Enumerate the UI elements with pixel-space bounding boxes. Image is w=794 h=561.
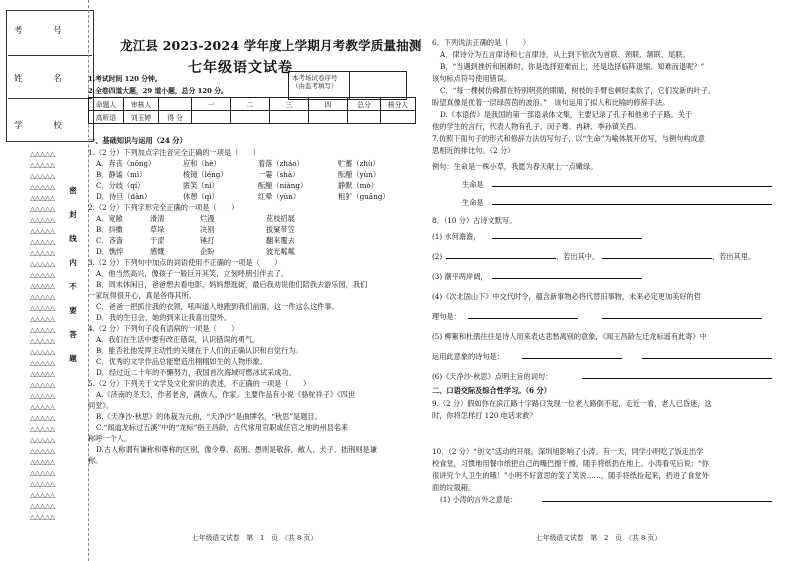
triangle-row: △△△△△ [30,216,55,224]
score-cell: 总分 [348,98,381,111]
score-cell: 刘玉婷 [124,111,159,124]
question-10: 10．（2 分）“创文”活动的开展，深圳旭影响了小涛。有一天，同学小明吃了饭走出学 [432,447,704,456]
q1-option: 贮蓄（zhù） [338,159,380,168]
q2-option: 拔窠带笠 [266,225,295,234]
question-9-cont: 时，你将怎样打 120 电话求救？ [432,411,537,420]
q5-option: 称呼一个人。 [88,434,132,443]
q1-option: 酝酿（niàng） [258,181,308,190]
q5-option: D.古人称谓有谦称和尊称的区别，像令尊、高朋、愚则是敬辞，敝人、犬子、拙荆则是谦 [96,445,377,454]
q8-item-2c: ，若出其里。 [712,252,756,261]
question-9: 9.（2 分）假如你在滨江路十字路口发现一位老人路倒不起，走近一看，老人已昏迷，这 [432,399,712,408]
score-table-header-row [89,98,416,111]
q1-option: A．奔丧（nōng） [96,159,156,168]
triangle-row: △△△△△ [30,326,55,334]
score-cell[interactable] [270,111,309,124]
triangle-row: △△△△△ [30,161,55,169]
triangle-row: △△△△△ [30,392,55,400]
triangle-row: △△△△△ [30,480,55,488]
score-cell[interactable] [348,111,381,124]
section-1-heading: 一、基础知识与运用（24 分） [88,136,187,145]
triangle-row: △△△△△ [30,436,55,444]
q4-option: D．经过近二十年的不懈努力，我国首次海域可燃冰试采成功。 [96,368,296,377]
q5-option: C.“闻道龙标过五溪”中的“龙标”指王昌龄，古代常用官职或任官之地的州县名来 [96,423,349,432]
binding-field-name-line[interactable] [8,98,92,99]
score-cell[interactable] [309,111,348,124]
q2-option: A．宽敞 [96,214,123,223]
q1-option: 酝酿（yùn） [338,170,381,179]
seal-char: 不 [69,282,77,291]
score-table [88,97,416,124]
binding-field-school: 学 校 [14,121,76,131]
q8-item-6: (6)《天净沙·秋思》点明主旨的词句： [432,372,553,381]
triangle-row: △△△△△ [30,491,55,499]
seal-char: 题 [69,354,77,363]
q6-option: 盼望真像是优着一层绿茵茵的波浪。” 该句运用了拟人和比喻的修辞手法。 [432,98,670,107]
seal-char: 密 [69,186,77,195]
q7-blank-label: 生命是 [462,198,484,207]
triangle-row: △△△△△ [30,282,55,290]
score-cell: 高昕语 [89,111,124,124]
seat-label-2: （由监考填写） [292,82,338,90]
q1-option: 休憩（qì） [183,192,219,201]
question-7: 7.仿照下面句子的形式和修辞方法仿写句子，以“生命”为喻体展开仿写，与例句构成意 [432,134,705,143]
triangle-row: △△△△△ [30,271,55,279]
q2-option: 干涩 [150,236,165,245]
seat-label-1: 本考场试卷序号 [292,74,338,82]
triangle-row: △△△△△ [30,469,55,477]
q2-option: C．吝啬 [96,236,124,245]
q6-option: A．律诗分为五言律诗和七言律诗，从上到下依次为首联、颈联、颔联、尾联。 [440,50,690,59]
seal-char: 要 [69,306,77,315]
q8-item-2: (2) [432,252,443,261]
triangle-row: △△△△△ [30,260,55,268]
q3-option: D．我的生日会，她的到来让我喜出望外。 [96,313,232,322]
q3-option: 一家玩得很开心，真是各得其所。 [88,291,196,300]
triangle-row: △△△△△ [30,304,55,312]
note-time: 1.考试时间 120 分钟。 [88,75,162,83]
q8-item-4: (4)《次北固山下》中交代时令，蕴含新事物必将代替旧事物，未来必定更加美好的哲 [432,292,701,301]
triangle-row: △△△△△ [30,403,55,411]
q8-blank[interactable] [642,352,772,359]
binding-strip [0,0,98,561]
seal-char: 内 [69,258,77,267]
q8-item-5: (5) 柳絮和杜鹃往往是诗人用来表达悲愁离别的意象，《闻王昌龄左迁龙标遥有此寄》中 [432,332,707,341]
score-cell: 命题人 [89,98,124,111]
q6-option: 该句标点符号使用错误。 [432,74,512,83]
q10-sub-1: (1) 小涛的言外之意是： [440,495,518,504]
q3-option: C．爸爸一把抓住我的衣领，吼叫道人地跑到我们前面，这一件这么这件事。 [96,302,339,311]
q5-option: B.《天净沙·秋思》的体裁为元曲，“天净沙”是曲牌名，“秋思”是题目。 [96,412,322,421]
triangle-row: △△△△△ [30,293,55,301]
q2-option: 烂漫 [200,214,215,223]
q6-option: D.《本语传》是我国的第一部语录体文集，主要记录了孔子和他弟子子路。关于 [440,110,693,119]
q3-option: B．周末休闲日，爸爸想去看电影，妈妈想逛街，最后我劝说他们陪我去游乐园，我们 [96,280,368,289]
seat-number-box [288,71,407,100]
seal-char: 答 [69,330,77,339]
question-7-cont: 思相近的排比句。（2 分） [432,146,515,155]
score-cell: 得 分 [159,111,192,124]
q4-option: A．我们在生活中要有改正错误，认识错误的勇气。 [96,335,260,344]
triangle-row: △△△△△ [30,194,55,202]
q1-option: 一霎（shà） [258,170,300,179]
q8-blank[interactable] [492,272,642,279]
section-2-heading: 二、口语交际及综合性学习。（6 分） [432,386,551,395]
q5-option: 同堂》。 [88,401,114,410]
score-table-value-row [89,111,416,124]
q2-option: B．抖擞 [96,225,123,234]
q2-option: 决别 [200,225,215,234]
triangle-row: △△△△△ [30,183,55,191]
score-cell[interactable] [381,111,416,124]
q1-option: B．静谧（mì） [96,170,147,179]
triangle-row: △△△△△ [30,249,55,257]
score-cell: 三 [270,98,309,111]
q2-option: 滑清 [150,214,165,223]
q1-option: D．待旦（dàn） [96,192,152,201]
seal-char: 封 [69,210,77,219]
q1-option: 着落（zháo） [258,159,304,168]
q4-option: C．优秀的文学作品总能塑造出栩栩如生的人物形象。 [96,357,267,366]
binding-field-exam-number-line[interactable] [8,55,92,56]
triangle-row: △△△△△ [30,414,55,422]
q6-option: 他的学生的言行，代表人物有孔子、闵子骞、冉耕、季孙镇关西。 [432,122,641,131]
q6-option: C．“每一棵树仿佛都在特别明亮的眼睛，树枝的手臂也顿时柔软了，它们发新的叶子， [440,86,716,95]
q1-option: 静默（mò） [338,181,378,190]
triangle-row: △△△△△ [30,172,55,180]
q8-blank[interactable] [602,312,762,319]
q8-blank[interactable] [468,312,578,319]
score-cell: 四 [309,98,348,111]
q1-option: 棱镜（léng） [183,170,228,179]
q2-option: 波光粼粼 [266,247,295,256]
triangle-row: △△△△△ [30,458,55,466]
score-cell: 二 [231,98,270,111]
q2-option: D．憔悴 [96,247,124,256]
exam-title: 龙江县 2023-2024 学年度上学期月考教学质量抽测 [120,38,422,53]
triangle-row: △△△△△ [30,315,55,323]
q7-blank-label: 生命是 [462,180,484,189]
triangle-row: △△△△△ [30,227,55,235]
exam-subtitle: 七年级语文试卷 [188,60,293,76]
question-5: 5.（2 分）下列关于文学及文化常识的表述，不正确的一项是（ ） [88,379,311,388]
score-cell: 审核人 [124,98,159,111]
score-cell: 一 [192,98,231,111]
q1-option: C．分歧（qí） [96,181,145,190]
q2-option: 花枝招展 [266,214,295,223]
score-cell [159,98,192,111]
triangle-row: △△△△△ [30,447,55,455]
q8-blank[interactable] [446,252,556,259]
q6-option: B．“当遇到挫折和困难时，你是选择迎难而上，还是选择临阵退缩、知难而退呢？” [440,62,705,71]
question-1: 1.（2 分）下列加点字注音完全正确的一项是（ ） [88,148,260,157]
q8-item-4b: 理句是： [432,312,461,321]
triangle-row: △△△△△ [30,348,55,356]
q5-option: A.《济南的冬天》，作者老舍，满族人，作家。主要作品有小说《骆驼祥子》《四世 [96,390,356,399]
question-10-cont2: 很讲究个人卫生的哦！”小明不好意思的笑了笑说……，随手将纸捡起来，扔进了食堂外 [432,471,709,480]
q2-option: 锤打 [200,236,215,245]
q2-option: 草垛 [150,225,165,234]
binding-field-exam-number: 考 号 [14,26,76,36]
q8-item-1: (1) 水何澹澹， [432,232,481,241]
triangle-row: △△△△△ [30,359,55,367]
q8-item-5b: 运用此意象的诗句是： [432,352,504,361]
triangle-row: △△△△△ [30,238,55,246]
q7-answer-blank[interactable] [492,198,772,205]
q7-example: 例句：生命是一株小草，我愿为春天献上一点嫩绿。 [432,162,598,171]
q5-option: 称。 [88,456,103,465]
triangle-row: △△△△△ [30,150,55,158]
q8-item-2b: ，若出其中。 [556,252,600,261]
q2-option: 感慨 [150,247,165,256]
triangle-row: △△△△△ [30,370,55,378]
question-6: 6．下列说法正确的是（ ） [432,38,531,47]
binding-field-name: 姓 名 [14,74,76,84]
triangle-row: △△△△△ [30,205,55,213]
q10-answer-blank[interactable] [542,495,772,502]
q3-option: A．他当然高兴，像孩子一般巨开其笑，立刻呼朋引伴去了。 [96,269,289,278]
q7-answer-blank[interactable] [492,180,772,187]
triangle-row: △△△△△ [30,337,55,345]
q8-blank[interactable] [522,352,622,359]
q8-item-3: (3) 潮平两岸阔， [432,272,488,281]
q8-blank[interactable] [602,252,712,259]
q8-blank[interactable] [492,232,642,239]
triangle-row: △△△△△ [30,381,55,389]
q1-option: 应和（hè） [183,159,221,168]
triangle-row: △△△△△ [30,425,55,433]
question-10-cont3: 面的垃圾箱。 [432,483,476,492]
q1-option: 匿笑（nì） [183,181,219,190]
note-total: 2.全卷四道大题，29 道小题，总分 120 分。 [88,87,228,95]
score-cell: 核分人 [381,98,416,111]
q2-option: 企盼 [200,247,215,256]
triangle-row: △△△△△ [30,513,55,521]
page-footer-2: 七年级语文试卷 第 2 页 （共 8 页） [536,534,662,542]
question-8: 8．（10 分）古诗文默写。 [432,216,517,225]
q4-option: B．能否社他发挥主动性的关键在于人们的正确认识和自觉行为。 [96,346,303,355]
q1-option: 红晕（yùn） [258,192,301,201]
seal-char: 线 [69,234,77,243]
q8-blank[interactable] [582,372,772,379]
score-cell[interactable] [231,111,270,124]
page-footer-1: 七年级语文试卷 第 1 页 （共 8 页） [192,534,318,542]
score-cell[interactable] [192,111,231,124]
q1-option: 粗犷（guǎng） [338,192,390,201]
question-4: 4.（2 分）下列句子没有语病的一项是（ ） [88,324,239,333]
question-2: 2.（2 分）下列字形完全正确的一项是（ ） [88,203,239,212]
question-10-cont: 校食堂，习惯地用餐巾纸把自己的嘴巴擦干擦，随手将纸扔在地上。小涛看见后说：“你 [432,459,709,468]
q2-option: 翻来覆去 [266,236,295,245]
question-3: 3.（2 分）下列句中加点的词语使用不正确的一项是（ ） [88,258,282,267]
triangle-row: △△△△△ [30,502,55,510]
